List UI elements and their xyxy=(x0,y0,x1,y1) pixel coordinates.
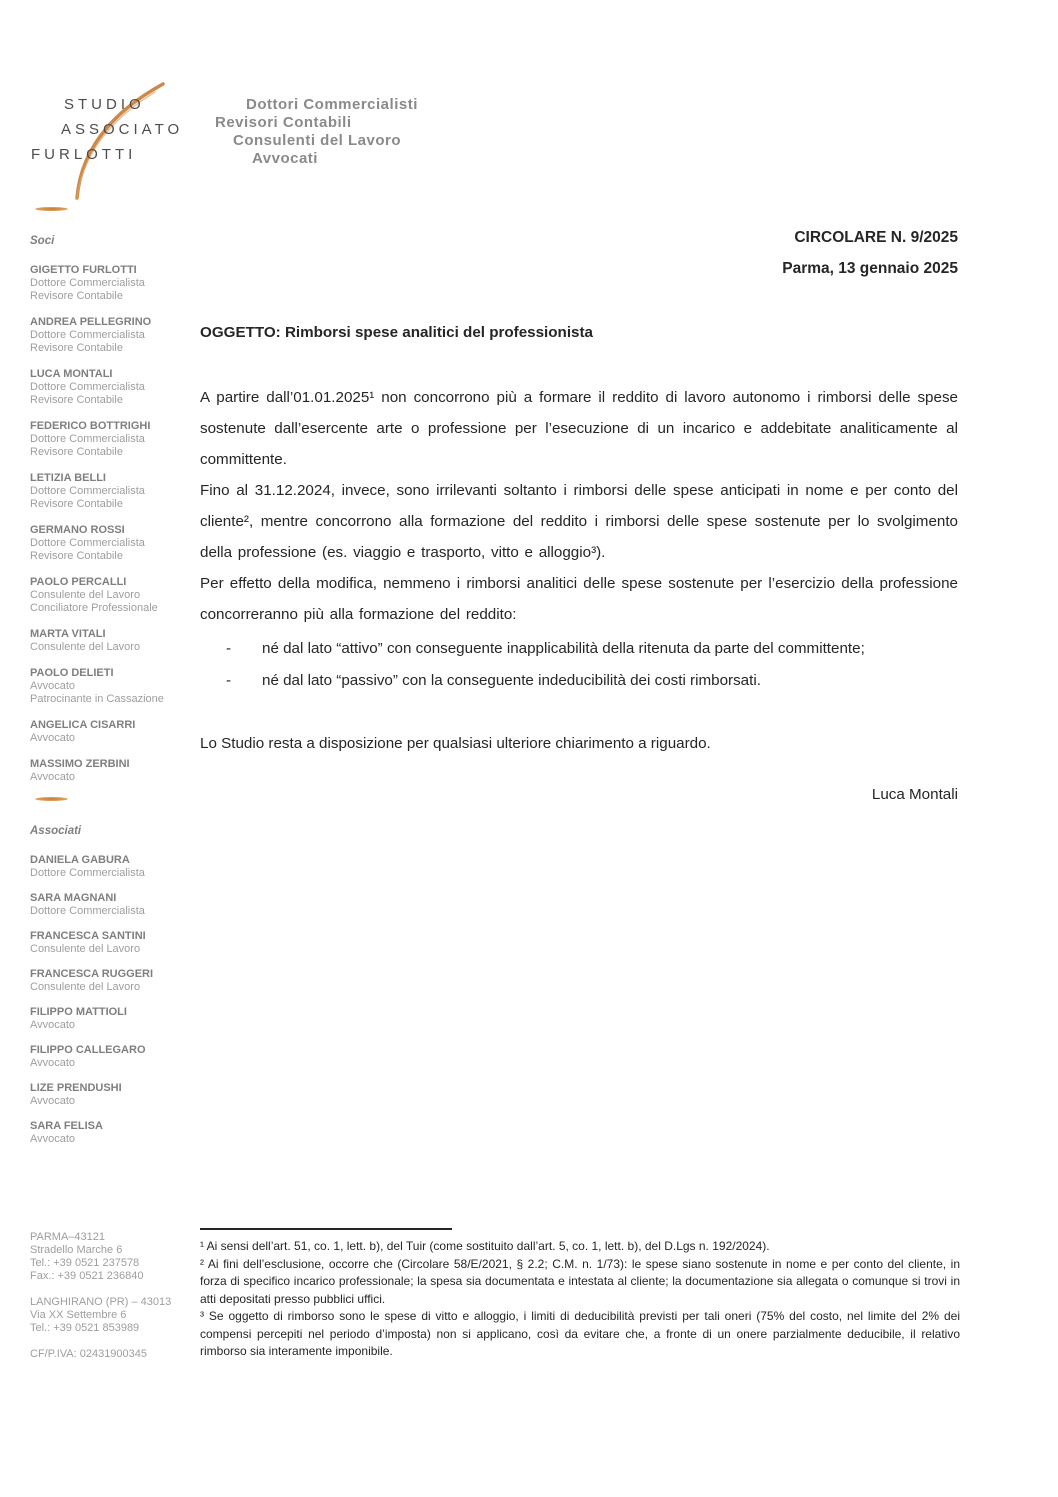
signature: Luca Montali xyxy=(871,786,958,803)
person-name: LETIZIA BELLI xyxy=(30,472,106,484)
person-name: LUCA MONTALI xyxy=(30,368,113,380)
orange-divider-icon xyxy=(35,207,68,211)
service-item: Dottori Commercialisti xyxy=(246,96,418,113)
person-role: Avvocato xyxy=(30,1133,76,1145)
person-role: Conciliatore Professionale xyxy=(30,602,158,614)
person-entry xyxy=(30,576,195,615)
contact-langhirano xyxy=(30,1296,200,1335)
person-name: SARA FELISA xyxy=(30,1120,103,1132)
contact-line: LANGHIRANO (PR) – 43013 xyxy=(30,1296,172,1308)
date-line: Parma, 13 gennaio 2025 xyxy=(782,260,958,277)
person-role: Revisore Contabile xyxy=(30,498,123,510)
person-role: Consulente del Lavoro xyxy=(30,641,141,653)
person-name: DANIELA GABURA xyxy=(30,854,130,866)
person-role: Avvocato xyxy=(30,732,76,744)
body-paragraphs xyxy=(200,382,958,810)
person-role: Dottore Commercialista xyxy=(30,905,145,917)
soci-list xyxy=(30,264,195,784)
person-role: Consulente del Lavoro xyxy=(30,943,141,955)
footnote-separator xyxy=(200,1228,452,1230)
person-entry xyxy=(30,524,195,563)
vat-number: CF/P.IVA: 02431900345 xyxy=(30,1348,148,1360)
bullet-dash: - xyxy=(226,640,232,657)
person-entry xyxy=(30,1120,195,1146)
contact-line: Via XX Settembre 6 xyxy=(30,1309,127,1321)
person-role: Revisore Contabile xyxy=(30,342,123,354)
person-role: Dottore Commercialista xyxy=(30,329,145,341)
bullet-item xyxy=(200,633,958,665)
person-entry xyxy=(30,368,195,407)
footnotes-section xyxy=(200,1228,960,1361)
bullet-text: né dal lato “attivo” con conseguente inapplicabilità della ritenuta da parte del committente; xyxy=(262,640,865,657)
person-role: Avvocato xyxy=(30,771,76,783)
closing-line: Lo Studio resta a disposizione per qualsiasi ulteriore chiarimento a riguardo. xyxy=(200,735,711,752)
logo-line-3: FURLOTTI xyxy=(31,146,137,163)
associati-list xyxy=(30,854,195,1146)
person-name: ANGELICA CISARRI xyxy=(30,719,136,731)
person-name: MARTA VITALI xyxy=(30,628,106,640)
service-item: Consulenti del Lavoro xyxy=(233,132,402,149)
person-name: MASSIMO ZERBINI xyxy=(30,758,130,770)
person-entry xyxy=(30,1006,195,1032)
paragraph: Fino al 31.12.2024, invece, sono irrilevanti soltanto i rimborsi delle spese anticipati in nome e per conto del cliente², mentre concorrono alla formazione del reddito i rimborsi delle spese sostenute per lo svolgimento della professione (es. viaggio e trasporto, vitto e alloggio³). xyxy=(200,482,958,561)
bullet-list xyxy=(200,633,958,697)
person-name: PAOLO DELIETI xyxy=(30,667,114,679)
soci-section-label: Soci xyxy=(30,235,55,247)
person-entry xyxy=(30,1044,195,1070)
person-entry xyxy=(30,316,195,355)
person-name: FEDERICO BOTTRIGHI xyxy=(30,420,151,432)
footnote-1: ¹ Ai sensi dell’art. 51, co. 1, lett. b), del Tuir (come sostituito dall’art. 5, co. 1, lett. b), del D.Lgs n. 192/2024). xyxy=(200,1239,770,1253)
person-role: Dottore Commercialista xyxy=(30,537,145,549)
contact-line: Tel.: +39 0521 237578 xyxy=(30,1257,140,1269)
contact-line: Stradello Marche 6 xyxy=(30,1244,123,1256)
person-role: Revisore Contabile xyxy=(30,550,123,562)
sidebar xyxy=(30,207,195,1158)
person-role: Avvocato xyxy=(30,1019,76,1031)
person-entry xyxy=(30,892,195,918)
person-name: FRANCESCA SANTINI xyxy=(30,930,146,942)
contact-line: Fax.: +39 0521 236840 xyxy=(30,1270,144,1282)
person-entry xyxy=(30,264,195,303)
person-entry xyxy=(30,968,195,994)
footnote-2: ² Ai fini dell’esclusione, occorre che (Circolare 58/E/2021, § 2.2; C.M. n. 1/73): le spese siano sostenute in nome e per conto del cliente, in forza di specifico incarico professionale; la spesa sia documentata e intestata al cliente; la documentazione sia allegata o comunque si trovi in atti depositati presso pubblici uffici. xyxy=(200,1256,960,1306)
person-role: Dottore Commercialista xyxy=(30,867,145,879)
person-entry xyxy=(30,930,195,956)
contact-line: Tel.: +39 0521 853989 xyxy=(30,1322,140,1334)
person-entry xyxy=(30,719,195,745)
subject-line: OGGETTO: Rimborsi spese analitici del professionista xyxy=(200,324,594,341)
person-role: Avvocato xyxy=(30,1095,76,1107)
person-entry xyxy=(30,420,195,459)
person-role: Dottore Commercialista xyxy=(30,485,145,497)
footnote-3: ³ Se oggetto di rimborso sono le spese di vitto e alloggio, i limiti di deducibilità previsti per tali oneri (75% del costo, nel limite del 2% dei compensi percepiti nel periodo d’imposta) non si applicano, così da evitare che, a fronte di un onere parzialmente deducibile, il relativo rimborso sia interamente imponibile. xyxy=(200,1309,960,1358)
person-role: Avvocato xyxy=(30,1057,76,1069)
person-role: Dottore Commercialista xyxy=(30,433,145,445)
orange-divider-icon xyxy=(35,797,68,801)
person-role: Patrocinante in Cassazione xyxy=(30,693,164,705)
person-role: Dottore Commercialista xyxy=(30,381,145,393)
person-name: ANDREA PELLEGRINO xyxy=(30,316,152,328)
associati-section-label: Associati xyxy=(30,825,82,837)
person-entry xyxy=(30,472,195,511)
contact-line: PARMA–43121 xyxy=(30,1231,106,1243)
paragraph: A partire dall’01.01.2025¹ non concorrono più a formare il reddito di lavoro autonomo i rimborsi delle spese sostenute dall’esercente arte o professione per l’esecuzione di un incarico e addebitate analiticamente al committente. xyxy=(200,389,958,468)
person-entry xyxy=(30,854,195,880)
person-entry xyxy=(30,667,195,706)
person-name: FRANCESCA RUGGERI xyxy=(30,968,154,980)
person-role: Revisore Contabile xyxy=(30,290,123,302)
contact-info xyxy=(30,1231,200,1361)
person-name: LIZE PRENDUSHI xyxy=(30,1082,122,1094)
service-item: Avvocati xyxy=(252,150,318,167)
person-name: FILIPPO MATTIOLI xyxy=(30,1006,127,1018)
logo-line-2: ASSOCIATO xyxy=(61,121,184,138)
person-role: Dottore Commercialista xyxy=(30,277,145,289)
person-entry xyxy=(30,628,195,654)
contact-parma xyxy=(30,1231,200,1283)
person-name: GIGETTO FURLOTTI xyxy=(30,264,137,276)
person-entry xyxy=(30,1082,195,1108)
bullet-item xyxy=(200,665,958,697)
circular-number: CIRCOLARE N. 9/2025 xyxy=(794,229,958,246)
logo-text xyxy=(31,80,235,167)
bullet-dash: - xyxy=(226,672,232,689)
person-role: Avvocato xyxy=(30,680,76,692)
person-entry xyxy=(30,758,195,784)
service-item: Revisori Contabili xyxy=(215,114,352,131)
letter-body xyxy=(200,0,958,810)
bullet-text: né dal lato “passivo” con la conseguente indeducibilità dei costi rimborsati. xyxy=(262,672,761,689)
person-role: Consulente del Lavoro xyxy=(30,589,141,601)
person-name: PAOLO PERCALLI xyxy=(30,576,127,588)
person-name: SARA MAGNANI xyxy=(30,892,117,904)
person-name: GERMANO ROSSI xyxy=(30,524,125,536)
person-role: Revisore Contabile xyxy=(30,394,123,406)
person-role: Revisore Contabile xyxy=(30,446,123,458)
person-role: Consulente del Lavoro xyxy=(30,981,141,993)
person-name: FILIPPO CALLEGARO xyxy=(30,1044,146,1056)
logo-line-1: STUDIO xyxy=(64,96,145,113)
paragraph: Per effetto della modifica, nemmeno i rimborsi analitici delle spese sostenute per l’esercizio della professione concorreranno più alla formazione del reddito: xyxy=(200,575,958,623)
